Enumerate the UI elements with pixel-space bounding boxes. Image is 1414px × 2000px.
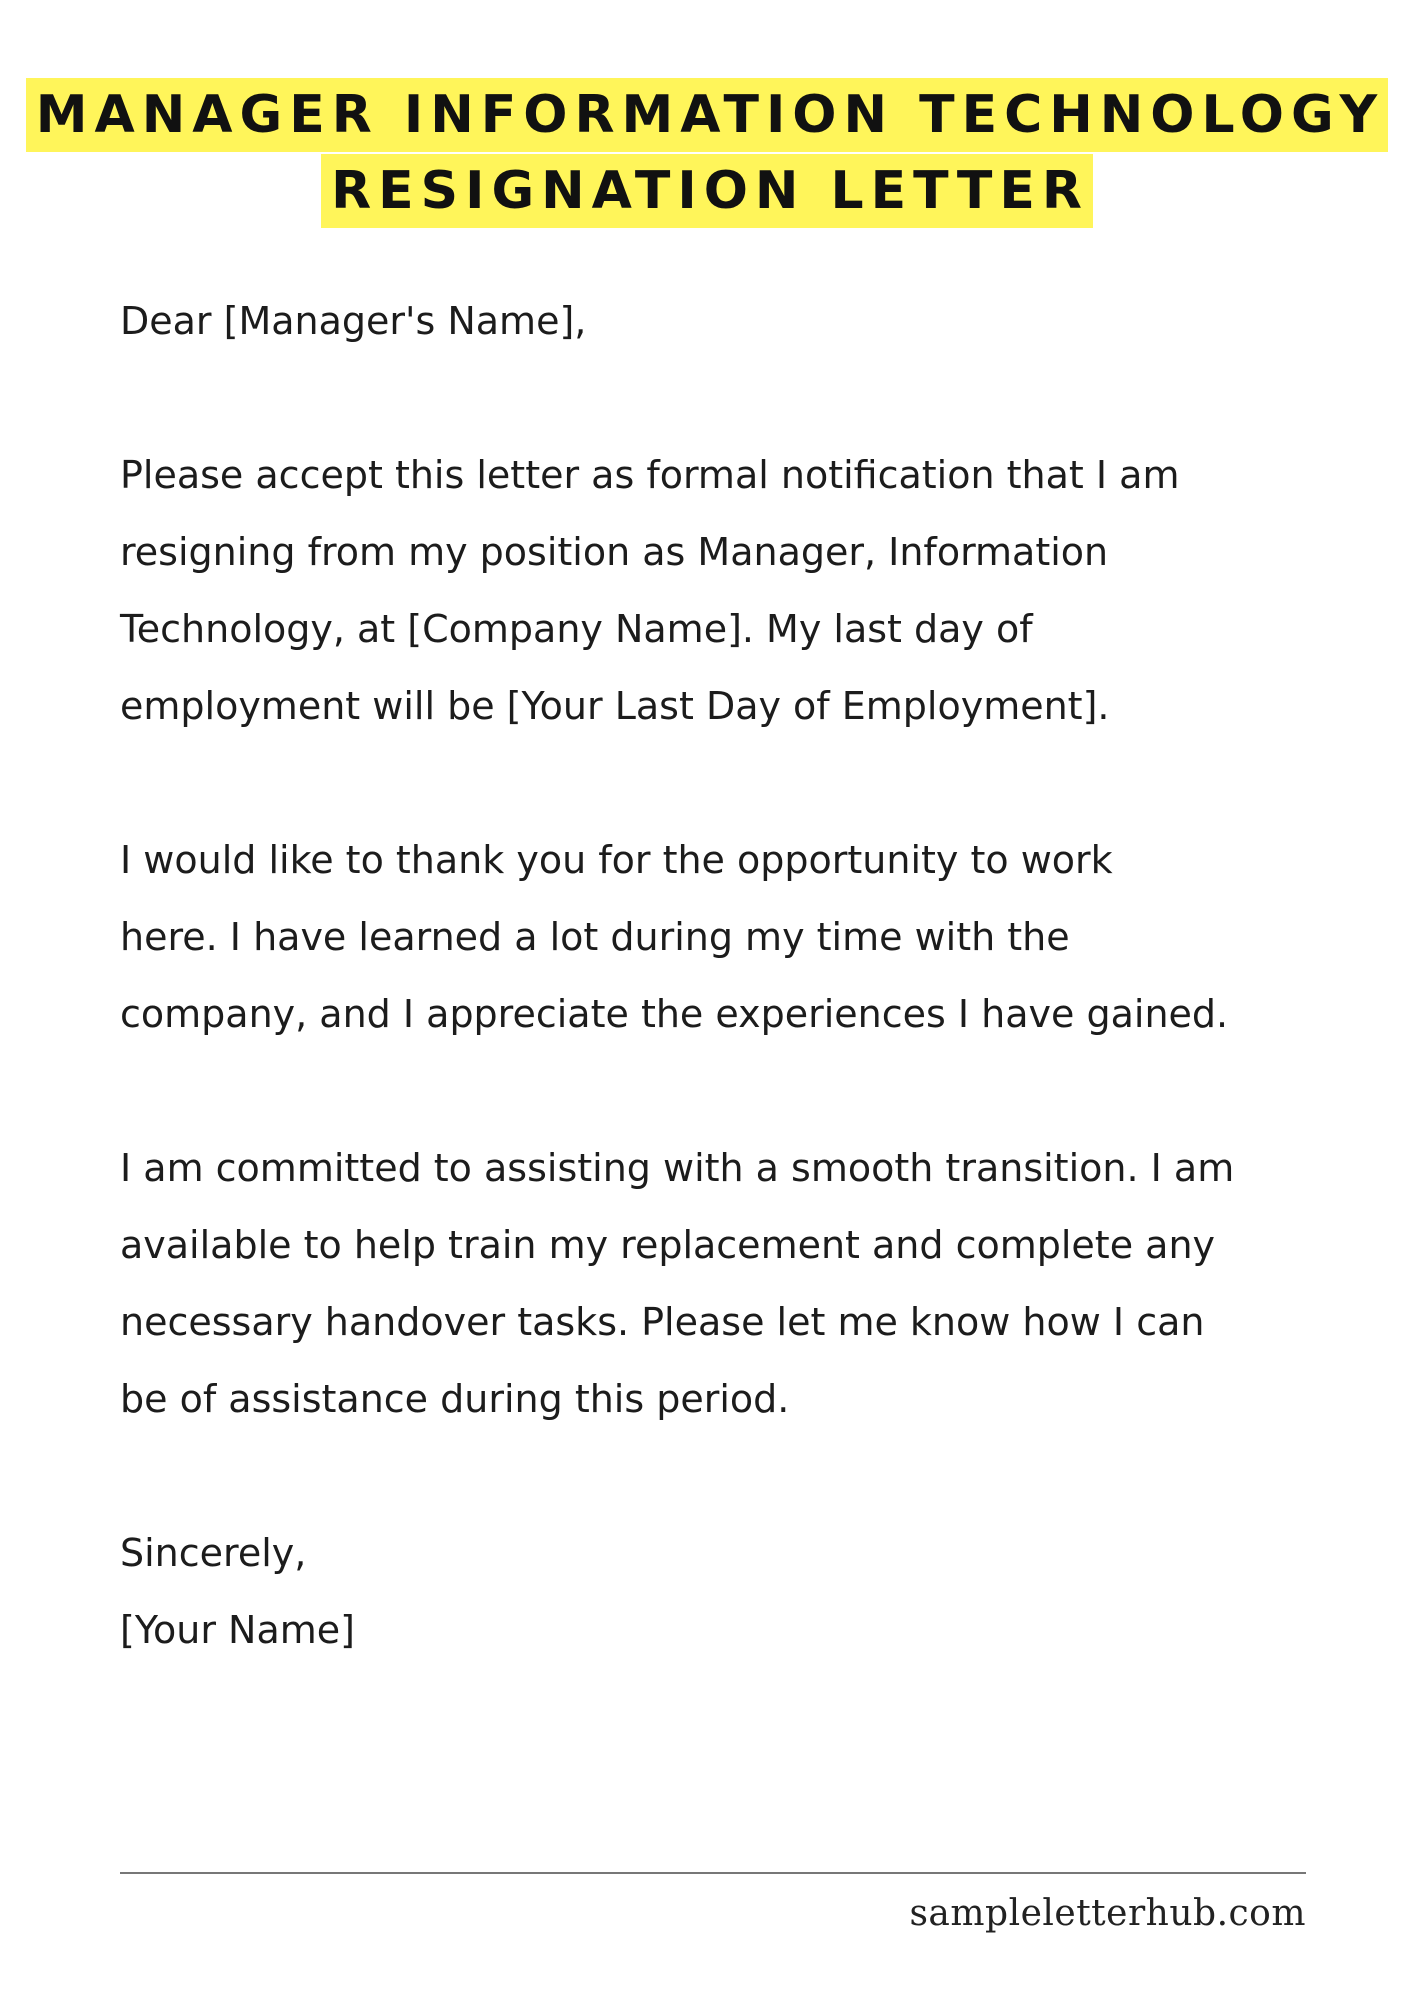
- sign-off: [120, 1515, 1370, 1669]
- paragraph-2: [120, 822, 1370, 1053]
- paragraph-3-line: I am committed to assisting with a smooth transition. I am: [120, 1146, 1235, 1190]
- paragraph-1-line: resigning from my position as Manager, Information: [120, 530, 1109, 574]
- signature: [Your Name]: [120, 1608, 355, 1652]
- footer-divider: [120, 1872, 1306, 1874]
- footer-website: sampleletterhub.com: [909, 1893, 1306, 1934]
- paragraph-1-line: Technology, at [Company Name]. My last day of: [120, 607, 1033, 651]
- paragraph-1-line: Please accept this letter as formal notification that I am: [120, 453, 1180, 497]
- document-title: [0, 78, 1414, 228]
- title-line-1: MANAGER INFORMATION TECHNOLOGY: [26, 78, 1388, 152]
- paragraph-2-line: I would like to thank you for the opportunity to work: [120, 838, 1113, 882]
- paragraph-1-line: employment will be [Your Last Day of Employment].: [120, 684, 1110, 728]
- closing: Sincerely,: [120, 1531, 307, 1575]
- salutation: [120, 283, 1370, 360]
- paragraph-3-line: be of assistance during this period.: [120, 1377, 790, 1421]
- paragraph-3: [120, 1130, 1370, 1438]
- paragraph-2-line: company, and I appreciate the experiences I have gained.: [120, 992, 1229, 1036]
- paragraph-1: [120, 437, 1370, 745]
- paragraph-3-line: necessary handover tasks. Please let me know how I can: [120, 1300, 1205, 1344]
- salutation-text: Dear [Manager's Name],: [120, 299, 587, 343]
- title-line-2: RESIGNATION LETTER: [321, 154, 1093, 228]
- paragraph-3-line: available to help train my replacement and complete any: [120, 1223, 1216, 1267]
- letter-body: [120, 283, 1370, 1669]
- paragraph-2-line: here. I have learned a lot during my time with the: [120, 915, 1070, 959]
